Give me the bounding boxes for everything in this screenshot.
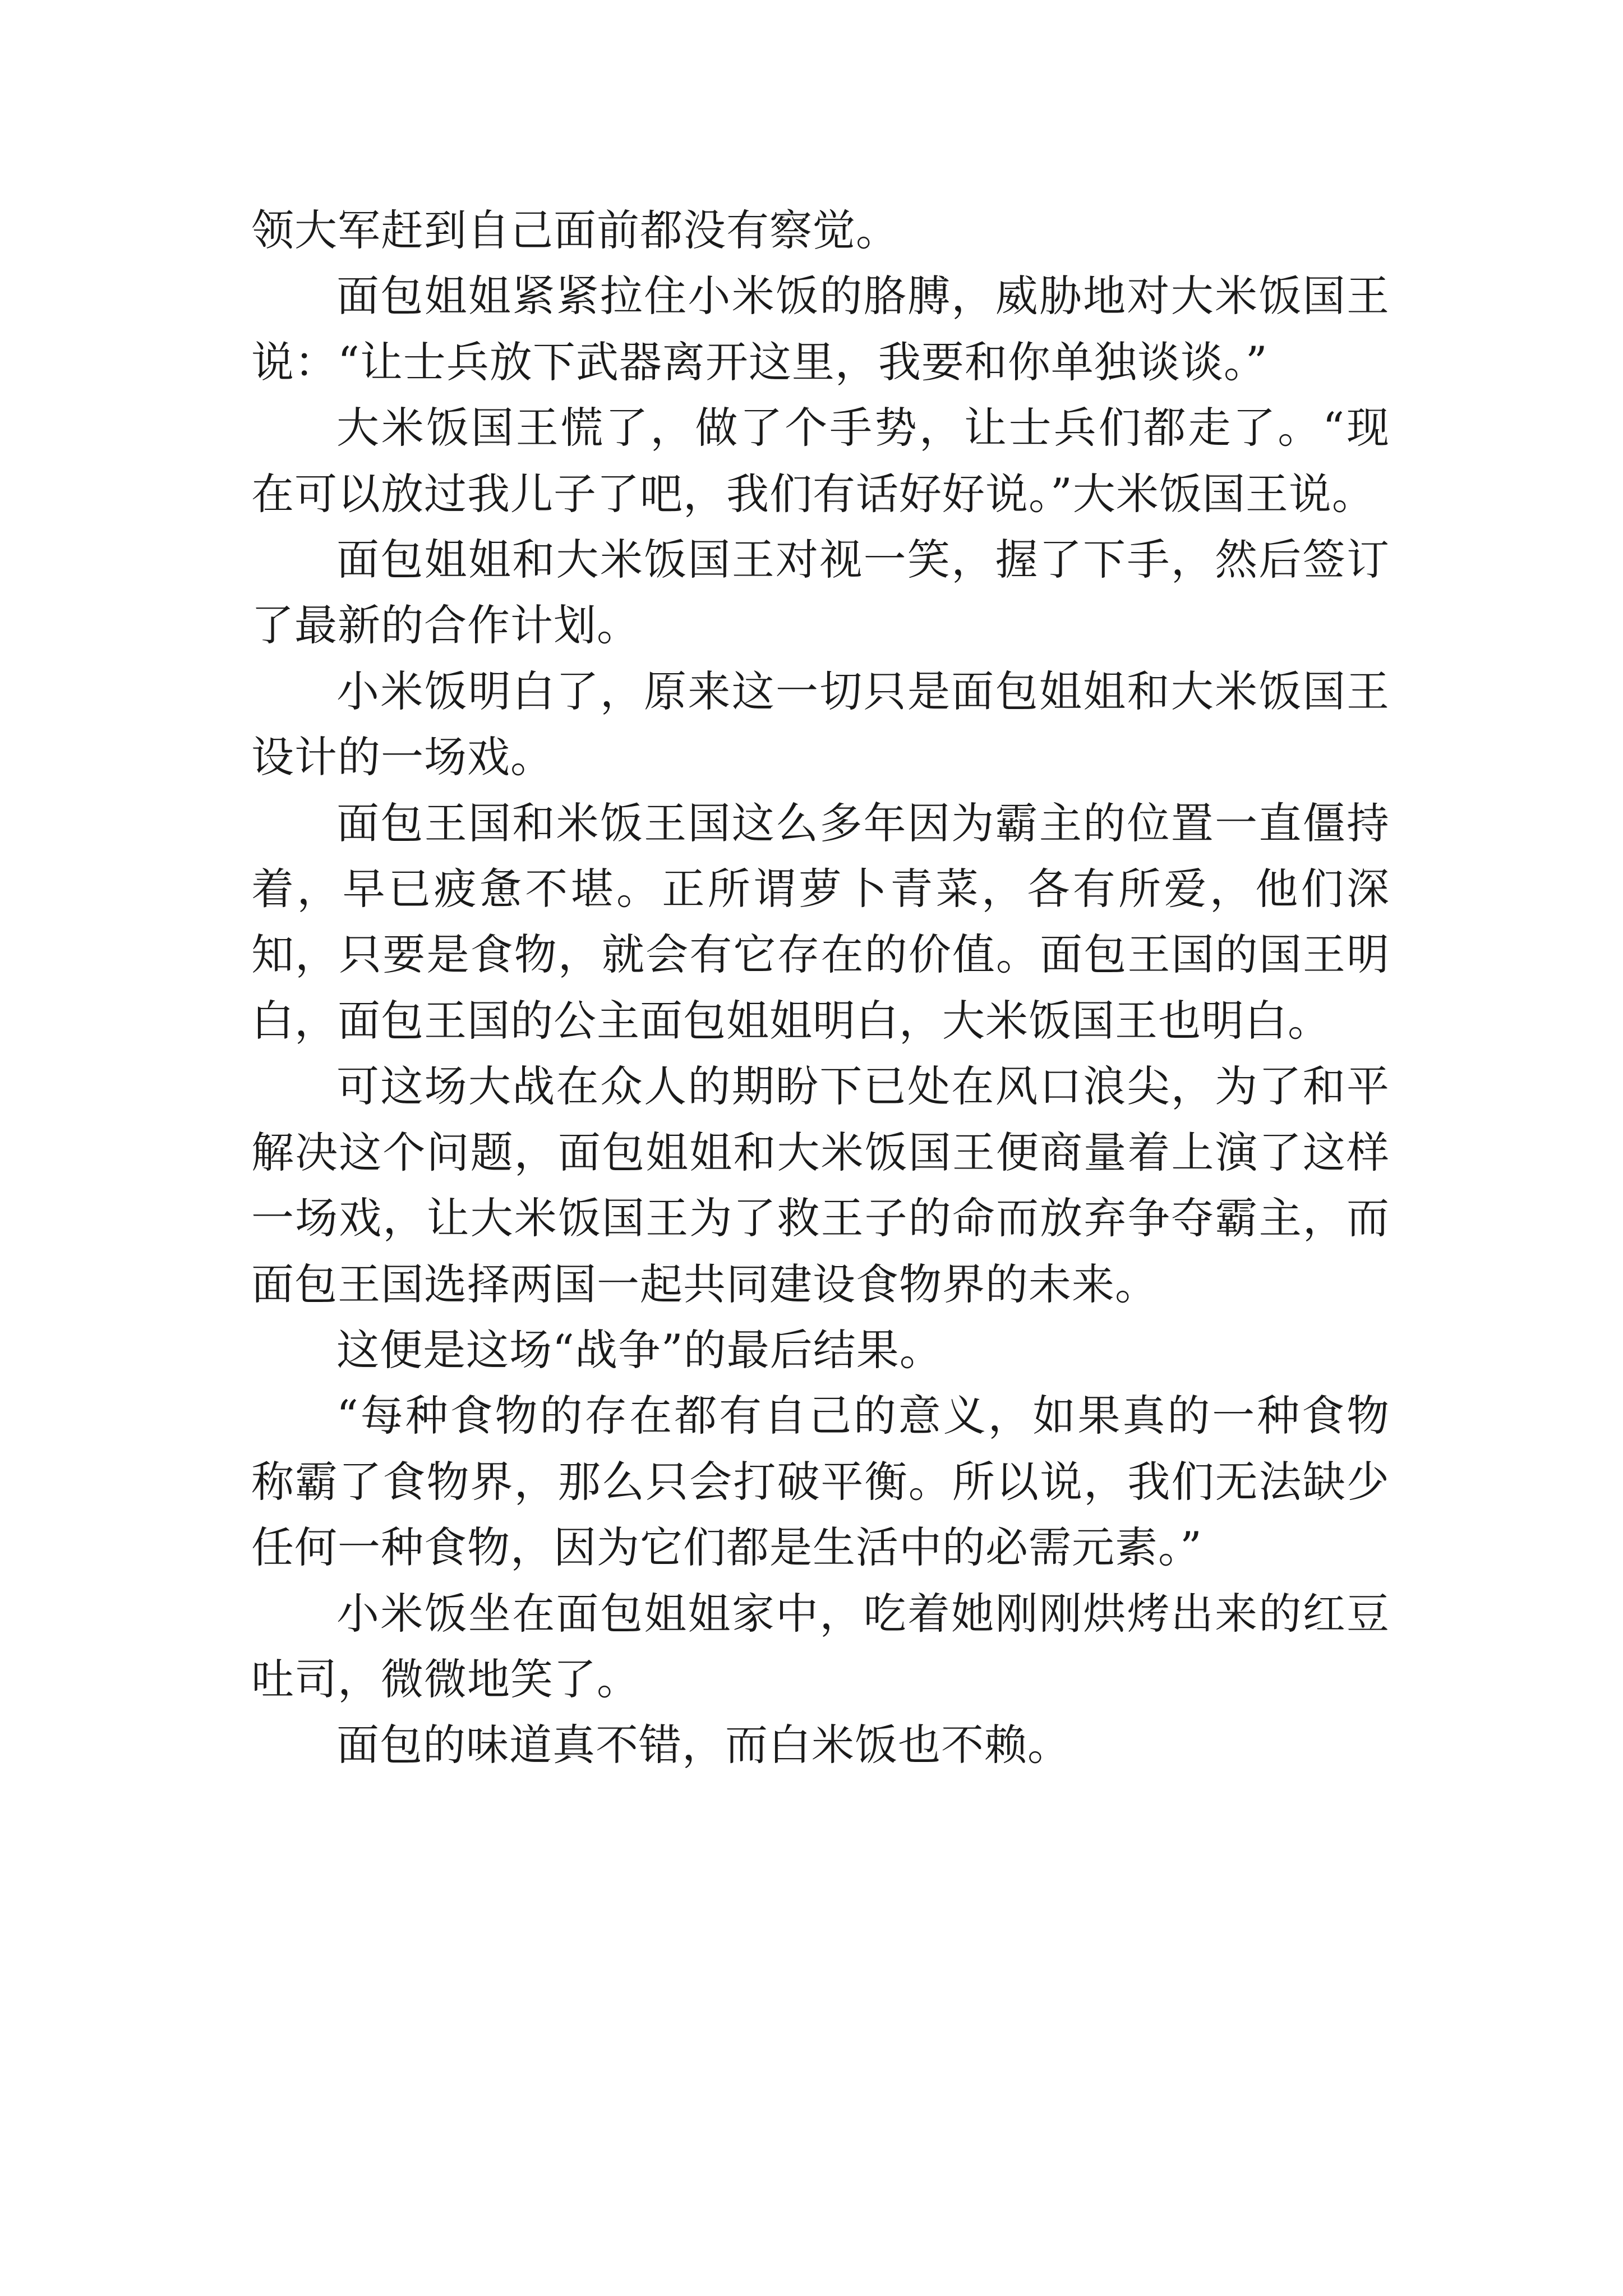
story-text [251,197,1390,1778]
paragraph-3: 大米饭国王慌了，做了个手势，让士兵们都走了。“现在可以放过我儿子了吧，我们有话好好说。”大米饭国王说。 [251,403,1390,519]
paragraph-11: 面包的味道真不错，而白米饭也不赖。 [336,1720,1071,1770]
paragraph-7: 可这场大战在众人的期盼下已处在风口浪尖，为了和平解决这个问题，面包姐姐和大米饭国王便商量着上演了这样一场戏，让大米饭国王为了救王子的命而放弃争夺霸主，而面包王国选择两国一起共同建设食物界的未来。 [251,1061,1390,1309]
paragraph-2: 面包姐姐紧紧拉住小米饭的胳膊，威胁地对大米饭国王说：“让士兵放下武器离开这里，我要和你单独谈谈。” [251,271,1390,387]
paragraph-6: 面包王国和米饭王国这么多年因为霸主的位置一直僵持着，早已疲惫不堪。正所谓萝卜青菜，各有所爱，他们深知，只要是食物，就会有它存在的价值。面包王国的国王明白，面包王国的公主面包姐姐明白，大米饭国王也明白。 [251,798,1390,1046]
paragraph-5: 小米饭明白了，原来这一切只是面包姐姐和大米饭国王设计的一场戏。 [251,666,1390,783]
paragraph-10: 小米饭坐在面包姐姐家中，吃着她刚刚烘烤出来的红豆吐司，微微地笑了。 [251,1588,1390,1704]
paragraph-1: 领大军赶到自己面前都没有察觉。 [251,205,899,255]
paragraph-8: 这便是这场“战争”的最后结果。 [336,1324,943,1375]
paragraph-4: 面包姐姐和大米饭国王对视一笑，握了下手，然后签订了最新的合作计划。 [251,535,1390,651]
paragraph-9: “每种食物的存在都有自己的意义，如果真的一种食物称霸了食物界，那么只会打破平衡。所以说，我们无法缺少任何一种食物，因为它们都是生活中的必需元素。” [251,1391,1390,1573]
